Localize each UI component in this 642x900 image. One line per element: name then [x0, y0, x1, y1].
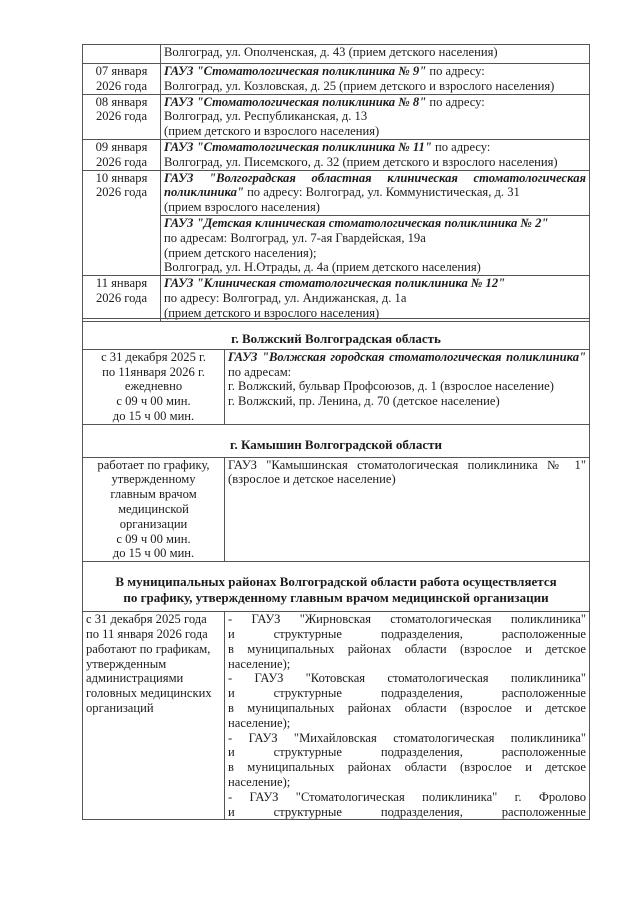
section-header-municipal [83, 562, 590, 612]
date-day: 11 января [95, 276, 148, 291]
date-day: 09 января [95, 139, 148, 154]
schedule-table [82, 44, 590, 322]
schedule-line: с 31 декабря 2025 года [86, 612, 207, 627]
schedule-line: администрациями [86, 671, 184, 686]
header-line: В муниципальных районах Волгоградской области работа осуществляется [115, 574, 557, 590]
schedule-line: организации [119, 516, 188, 531]
date-year: 2026 года [95, 290, 148, 305]
list-item [228, 612, 586, 671]
clinic-name: ГАУЗ "Детская клиническая стоматологическая поликлиника № 2" [164, 215, 549, 230]
date-day: 10 января [95, 170, 148, 185]
clinic-cell: ГАУЗ "Камышинская стоматологическая поликлиника № 1" (взрослое и детское население) [225, 457, 590, 562]
list-item [228, 790, 586, 820]
schedule-cell [83, 349, 225, 424]
clinic-cell [161, 276, 590, 321]
address-label: по адресам: [228, 364, 292, 379]
schedule-line: с 31 декабря 2025 г. [101, 349, 206, 364]
schedule-line: головных медицинских [86, 686, 212, 701]
clinic-cell [161, 45, 590, 64]
clinic-cell [161, 64, 590, 95]
clinic-population: население); [228, 774, 291, 789]
clinic-list-cell [225, 612, 590, 820]
date-year: 2026 года [95, 109, 148, 124]
schedule-line: с 09 ч 00 мин. [116, 531, 191, 546]
table-row [83, 139, 590, 170]
clinic-population: население); [228, 656, 291, 671]
table-row [83, 457, 590, 562]
table-row [83, 612, 590, 820]
clinic-area: в муниципальных районах области (взрослое и детское [228, 700, 586, 715]
clinic-area: в муниципальных районах области (взрослое и детское [228, 760, 586, 775]
clinic-cell [161, 139, 590, 170]
clinic-population: (прием взрослого населения) [164, 200, 320, 215]
schedule-line: с 09 ч 00 мин. [116, 394, 191, 409]
schedule-line: по 11января 2026 г. [102, 364, 205, 379]
date-day: 07 января [95, 64, 148, 78]
clinic-address: Волгоград, ул. Козловская, д. 25 (прием детского и взрослого населения) [164, 78, 555, 93]
clinic-population: население); [228, 715, 291, 730]
clinic-name: - ГАУЗ "Стоматологическая поликлиника" г. Фролово [228, 789, 586, 804]
clinic-units: и структурные подразделения, расположенные [228, 745, 586, 760]
date-cell [83, 94, 161, 139]
table-row [83, 64, 590, 95]
clinic-cell [161, 215, 590, 275]
address-label: по адресу: [426, 64, 485, 78]
clinic-units: и структурные подразделения, расположенные [228, 804, 586, 819]
clinic-address: Волгоград, ул. Писемского, д. 32 (прием детского и взрослого населения) [164, 154, 558, 169]
clinic-address: по адресу: Волгоград, ул. Андижанская, д. 1а [164, 290, 407, 305]
clinic-name: ГАУЗ "Клиническая стоматологическая поликлиника № 12" [164, 276, 506, 291]
clinic-units: и структурные подразделения, расположенные [228, 626, 586, 641]
clinic-address: по адресам: Волгоград, ул. 7-ая Гвардейская, 19а [164, 230, 426, 245]
clinic-name: - ГАУЗ "Жирновская стоматологическая поликлиника" [228, 612, 586, 627]
section-header-row [83, 319, 590, 350]
clinic-name: ГАУЗ "Стоматологическая поликлиника № 11" [164, 139, 432, 154]
date-cell [83, 170, 161, 276]
clinic-address: г. Волжский, пр. Ленина, д. 70 (детское население) [228, 394, 500, 409]
clinic-address: Волгоград, ул. Ополченская, д. 43 (прием детского населения) [164, 45, 498, 59]
clinic-address: по адресу: Волгоград, ул. Коммунистическая, д. 31 [243, 185, 520, 200]
schedule-line: до 15 ч 00 мин. [112, 408, 195, 423]
date-cell [83, 64, 161, 95]
address-label: по адресу: [431, 139, 491, 154]
schedule-line: работает по графику, [97, 457, 210, 472]
clinic-name: ГАУЗ "Стоматологическая поликлиника № 8" [164, 94, 427, 109]
regions-table [82, 318, 590, 820]
table-row [83, 170, 590, 215]
clinic-name: ГАУЗ "Волгоградская областная клиническая стоматологическая поликлиника" [164, 170, 586, 200]
schedule-line: организаций [86, 700, 154, 715]
date-year: 2026 года [95, 185, 148, 200]
date-cell [83, 276, 161, 321]
schedule-cell [83, 612, 225, 820]
schedule-cell [83, 457, 225, 562]
section-header-row [83, 424, 590, 457]
clinic-name: ГАУЗ "Стоматологическая поликлиника № 9" [164, 64, 427, 78]
clinic-population: (прием детского населения); [164, 245, 317, 260]
schedule-line: утвержденным [86, 656, 167, 671]
schedule-line: работают по графикам, [86, 641, 211, 656]
clinic-name: - ГАУЗ "Котовская стоматологическая поликлиника" [228, 671, 586, 686]
date-day: 08 января [95, 94, 148, 109]
date-year: 2026 года [95, 78, 148, 93]
date-year: 2026 года [95, 154, 148, 169]
clinic-cell [161, 170, 590, 215]
clinic-population: (прием детского и взрослого населения) [164, 124, 380, 139]
schedule-line: ежедневно [124, 379, 183, 394]
schedule-line: утвержденному [111, 472, 196, 487]
schedule-line: главным врачом [110, 487, 197, 502]
clinic-cell [225, 349, 590, 424]
header-line: по графику, утвержденному главным врачом медицинской организации [123, 589, 549, 605]
clinic-name: ГАУЗ "Волжская городская стоматологическая поликлиника" [228, 349, 586, 364]
table-row [83, 349, 590, 424]
table-row [83, 45, 590, 64]
clinic-area: в муниципальных районах области (взрослое и детское [228, 641, 586, 656]
date-cell [83, 139, 161, 170]
section-header-kamyshin: г. Камышин Волгоградской области [83, 424, 590, 457]
clinic-name: - ГАУЗ "Михайловская стоматологическая поликлиника" [228, 730, 586, 745]
clinic-address: Волгоград, ул. Н.Отрады, д. 4а (прием детского населения) [164, 260, 481, 275]
table-row [83, 94, 590, 139]
schedule-line: до 15 ч 00 мин. [112, 546, 195, 561]
date-cell [83, 45, 161, 64]
clinic-cell [161, 94, 590, 139]
clinic-population: (прием детского и взрослого населения) [164, 305, 380, 320]
clinic-address: г. Волжский, бульвар Профсоюзов, д. 1 (взрослое население) [228, 379, 554, 394]
clinic-units: и структурные подразделения, расположенные [228, 686, 586, 701]
address-label: по адресу: [426, 94, 485, 109]
clinic-address: Волгоград, ул. Республиканская, д. 13 [164, 109, 368, 124]
section-header-row [83, 562, 590, 612]
table-row [83, 276, 590, 321]
section-header-volzhsky: г. Волжский Волгоградская область [83, 319, 590, 350]
schedule-line: по 11 января 2026 года [86, 626, 208, 641]
schedule-line: медицинской [118, 501, 189, 516]
list-item [228, 671, 586, 730]
list-item [228, 731, 586, 790]
